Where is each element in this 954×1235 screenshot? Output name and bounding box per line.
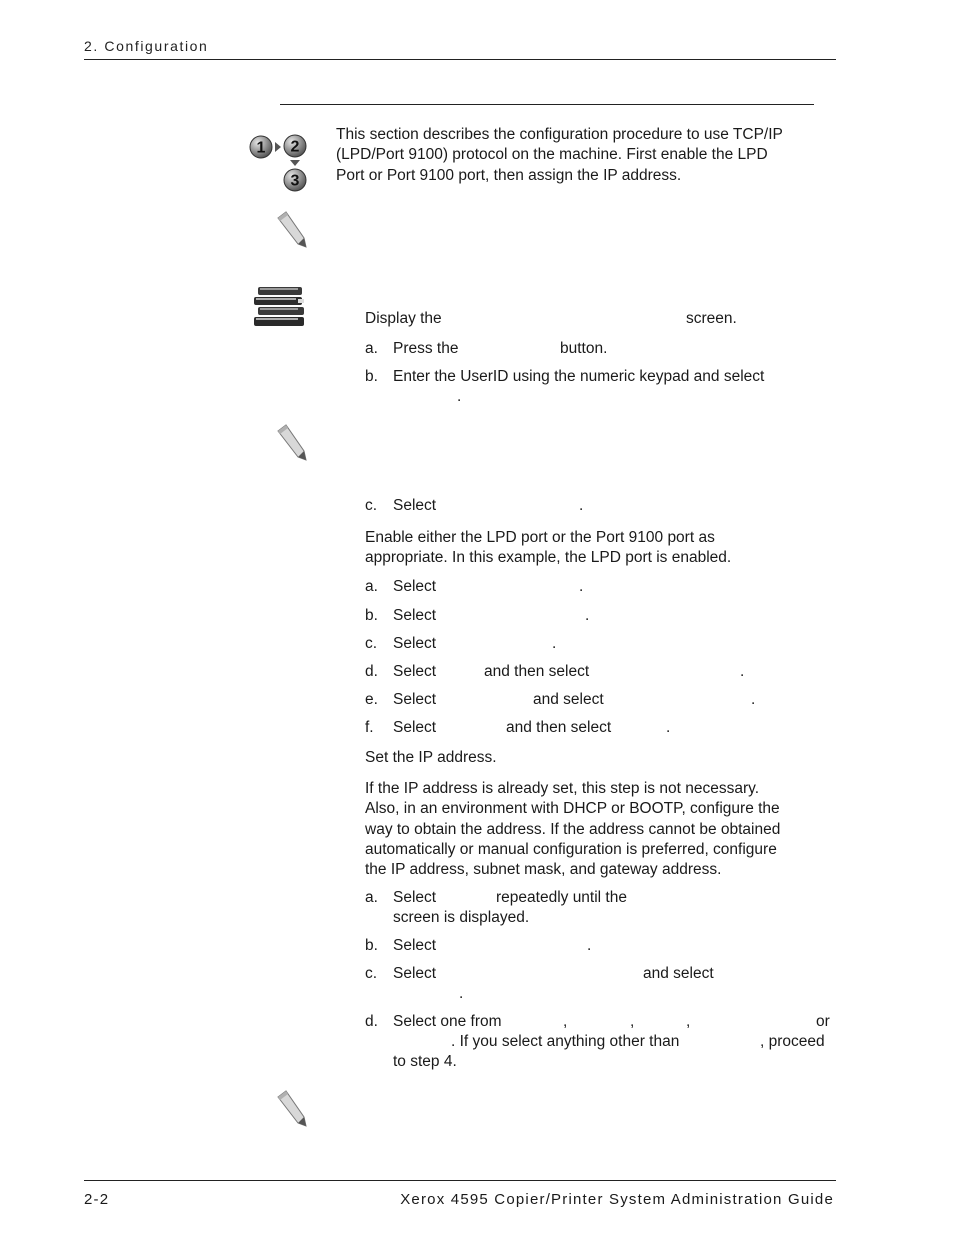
step2-sub-b	[365, 606, 835, 627]
step2-sub-f	[365, 718, 835, 739]
step-number-2: 2	[290, 138, 300, 156]
step1-text-b: screen.	[686, 310, 737, 327]
page-number: 2-2	[84, 1191, 110, 1208]
sub-text: Select	[393, 663, 437, 680]
step1-line	[365, 309, 835, 330]
sub-label: c.	[365, 635, 378, 652]
sub-text: and then select	[506, 719, 612, 736]
sub-text: Select	[393, 497, 437, 514]
sub-label: a.	[365, 340, 378, 357]
sub-text: and select	[643, 965, 714, 982]
sub-text: Select	[393, 937, 437, 954]
sub-text: Select	[393, 719, 437, 736]
step3-paragraph	[365, 779, 780, 880]
sub-text: , proceed	[760, 1033, 825, 1050]
steps-123-icon	[248, 128, 314, 194]
sub-text: button.	[560, 340, 608, 357]
sub-text: .	[740, 663, 745, 680]
sub-label: c.	[365, 497, 378, 514]
step1-text-a: Display the	[365, 310, 442, 327]
sub-label: a.	[365, 578, 378, 595]
sub-text: Select	[393, 578, 437, 595]
intro-line-2: (LPD/Port 9100) protocol on the machine. First enable the LPD	[336, 146, 768, 164]
sub-label: b.	[365, 368, 378, 385]
step2-line-1: Enable either the LPD port or the Port 9100 port as	[365, 529, 715, 546]
sub-text: ,	[686, 1013, 691, 1030]
sub-label: a.	[365, 889, 378, 906]
step2-sub-a	[365, 577, 835, 598]
step2-line-2: appropriate. In this example, the LPD port is enabled.	[365, 549, 732, 567]
sub-text: .	[459, 985, 464, 1002]
step1-sub-c	[365, 496, 835, 517]
note-pencil-icon	[274, 1089, 310, 1129]
sub-text: .	[579, 497, 584, 514]
sub-text: or	[816, 1013, 830, 1030]
sub-text: Select	[393, 607, 437, 624]
sub-text: Select	[393, 691, 437, 708]
sub-label: c.	[365, 965, 378, 982]
sub-text: to step 4.	[393, 1053, 457, 1070]
step1-sub-b	[365, 367, 835, 409]
step3-para-line: automatically or manual configuration is preferred, configure	[365, 840, 777, 858]
sub-text: ,	[630, 1013, 635, 1030]
step3-heading: Set the IP address.	[365, 749, 497, 766]
sub-text: .	[579, 578, 584, 595]
section-rule	[280, 104, 814, 105]
sub-text: screen is displayed.	[393, 909, 530, 926]
note-pencil-icon	[274, 423, 310, 463]
sub-label: f.	[365, 719, 374, 736]
step-number-3: 3	[290, 172, 300, 190]
footer-title: Xerox 4595 Copier/Printer System Administration Guide	[400, 1191, 834, 1208]
sub-text: Select	[393, 965, 437, 982]
step2-sub-c	[365, 634, 835, 655]
sub-label: d.	[365, 1013, 378, 1030]
intro-paragraph	[336, 125, 783, 186]
step3-sub-c	[365, 964, 835, 1006]
sub-label: e.	[365, 691, 378, 708]
step3-para-line: Also, in an environment with DHCP or BOOTP, configure the	[365, 800, 780, 818]
intro-line-1: This section describes the configuration procedure to use TCP/IP	[336, 126, 783, 143]
step3-sub-d	[365, 1012, 835, 1074]
step3-para-line: the IP address, subnet mask, and gateway address.	[365, 861, 722, 879]
sub-text: .	[666, 719, 671, 736]
sub-text: Press the	[393, 340, 459, 357]
sub-text: and select	[533, 691, 604, 708]
step3-sub-b	[365, 936, 835, 957]
step2-sub-e	[365, 690, 835, 711]
sub-text: .	[587, 937, 592, 954]
sub-text: repeatedly until the	[496, 889, 627, 906]
sub-text: Select	[393, 889, 437, 906]
sub-text: .	[585, 607, 590, 624]
step1-sub-a	[365, 339, 835, 360]
intro-line-3: Port or Port 9100 port, then assign the IP address.	[336, 166, 682, 184]
sub-text: Enter the UserID using the numeric keypad and select	[393, 368, 765, 385]
sub-text: and then select	[484, 663, 590, 680]
sub-text: . If you select anything other than	[451, 1033, 680, 1050]
note-pencil-icon	[274, 210, 310, 250]
sub-text: ,	[563, 1013, 568, 1030]
running-header: 2. Configuration	[84, 38, 209, 54]
sub-text: .	[552, 635, 557, 652]
step-number-1: 1	[256, 139, 266, 157]
footer-rule	[84, 1180, 836, 1181]
step3-sub-a	[365, 888, 835, 930]
step3-para-line: way to obtain the address. If the address cannot be obtained	[365, 820, 781, 838]
sub-text: .	[457, 388, 462, 405]
sub-label: d.	[365, 663, 378, 680]
sub-text: Select one from	[393, 1013, 502, 1030]
sub-text: .	[751, 691, 756, 708]
header-rule	[84, 59, 836, 60]
reference-books-icon	[252, 285, 308, 333]
sub-text: Select	[393, 635, 437, 652]
sub-label: b.	[365, 607, 378, 624]
step2-sub-d	[365, 662, 835, 683]
step2-paragraph	[365, 528, 731, 569]
step3-para-line: If the IP address is already set, this step is not necessary.	[365, 780, 760, 797]
sub-label: b.	[365, 937, 378, 954]
